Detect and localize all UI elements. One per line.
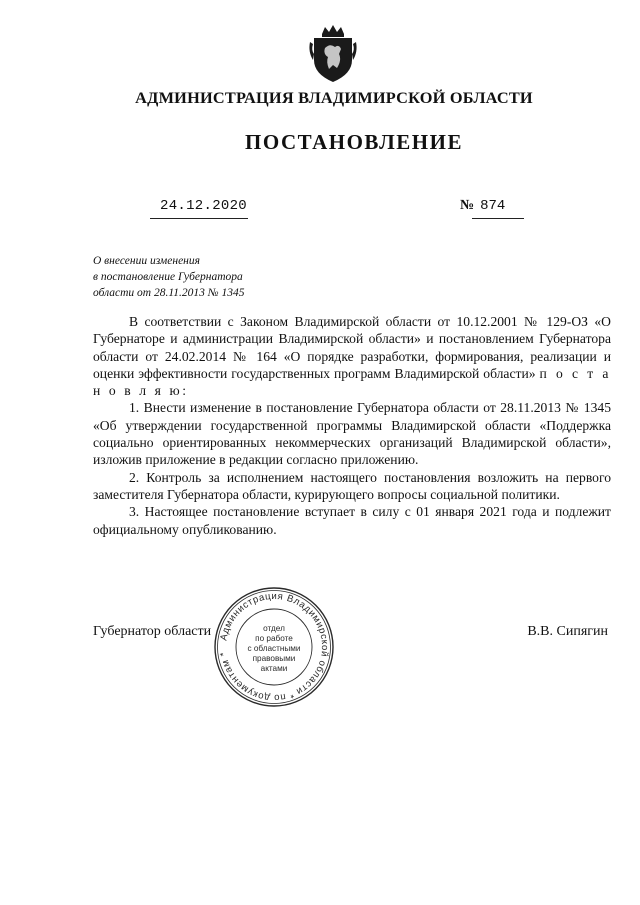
item-paragraph: 2. Контроль за исполнением настоящего постановления возложить на первого заместителя Губернатора области, курирующего вопросы социальной политики. — [93, 469, 611, 502]
subject-line: области от 28.11.2013 № 1345 — [93, 287, 245, 299]
document-subject — [93, 253, 244, 301]
item-paragraph: 3. Настоящее постановление вступает в силу с 01 января 2021 года и подлежит официальному опубликованию. — [93, 504, 611, 537]
preamble-paragraph — [93, 313, 611, 399]
stamp-ring-text: Администрация Владимирской области * по документам * — [218, 590, 331, 704]
stamp-text-line: с областными — [247, 644, 301, 653]
coat-of-arms-icon — [308, 24, 358, 84]
document-number-block — [460, 198, 505, 214]
item-paragraph: 1. Внести изменение в постановление Губернатора области от 28.11.2013 № 1345 «Об утверждении государственной программы Владимирской области «Поддержка социально ориентированных некоммерческих организаций Владимирской области», изложив приложение в редакции согласно приложению. — [93, 400, 611, 468]
official-stamp — [212, 585, 336, 709]
subject-line: О внесении изменения — [93, 255, 200, 267]
stamp-text-line: правовыми — [252, 654, 296, 663]
subject-line: в постановление Губернатора — [93, 271, 243, 283]
document-number: 874 — [480, 198, 506, 214]
stamp-text-line: по работе — [255, 634, 293, 643]
signatory-name: В.В. Сипягин — [527, 624, 608, 639]
number-underline — [472, 218, 524, 219]
document-date: 24.12.2020 — [160, 198, 248, 214]
document-type-title: ПОСТАНОВЛЕНИЕ — [245, 130, 463, 154]
signatory-position: Губернатор области — [93, 624, 212, 639]
stamp-text-line: отдел — [263, 624, 285, 633]
decree-word: п о с т а н о в л я ю: — [93, 365, 611, 399]
document-body — [93, 313, 611, 538]
number-label: № — [460, 198, 475, 213]
date-underline — [150, 218, 248, 219]
preamble-text: В соответствии с Законом Владимирской области от 10.12.2001 № 129-ОЗ «О Губернаторе и администрации Владимирской области» и постановлением Губернатора области от 24.02.2014 № 164 «О порядке разработки, формирования, реализации и оценки эффективности государственных программ Владимирской области» — [93, 314, 611, 381]
stamp-text-line: актами — [260, 664, 288, 673]
organization-title: АДМИНИСТРАЦИЯ ВЛАДИМИРСКОЙ ОБЛАСТИ — [135, 90, 533, 107]
